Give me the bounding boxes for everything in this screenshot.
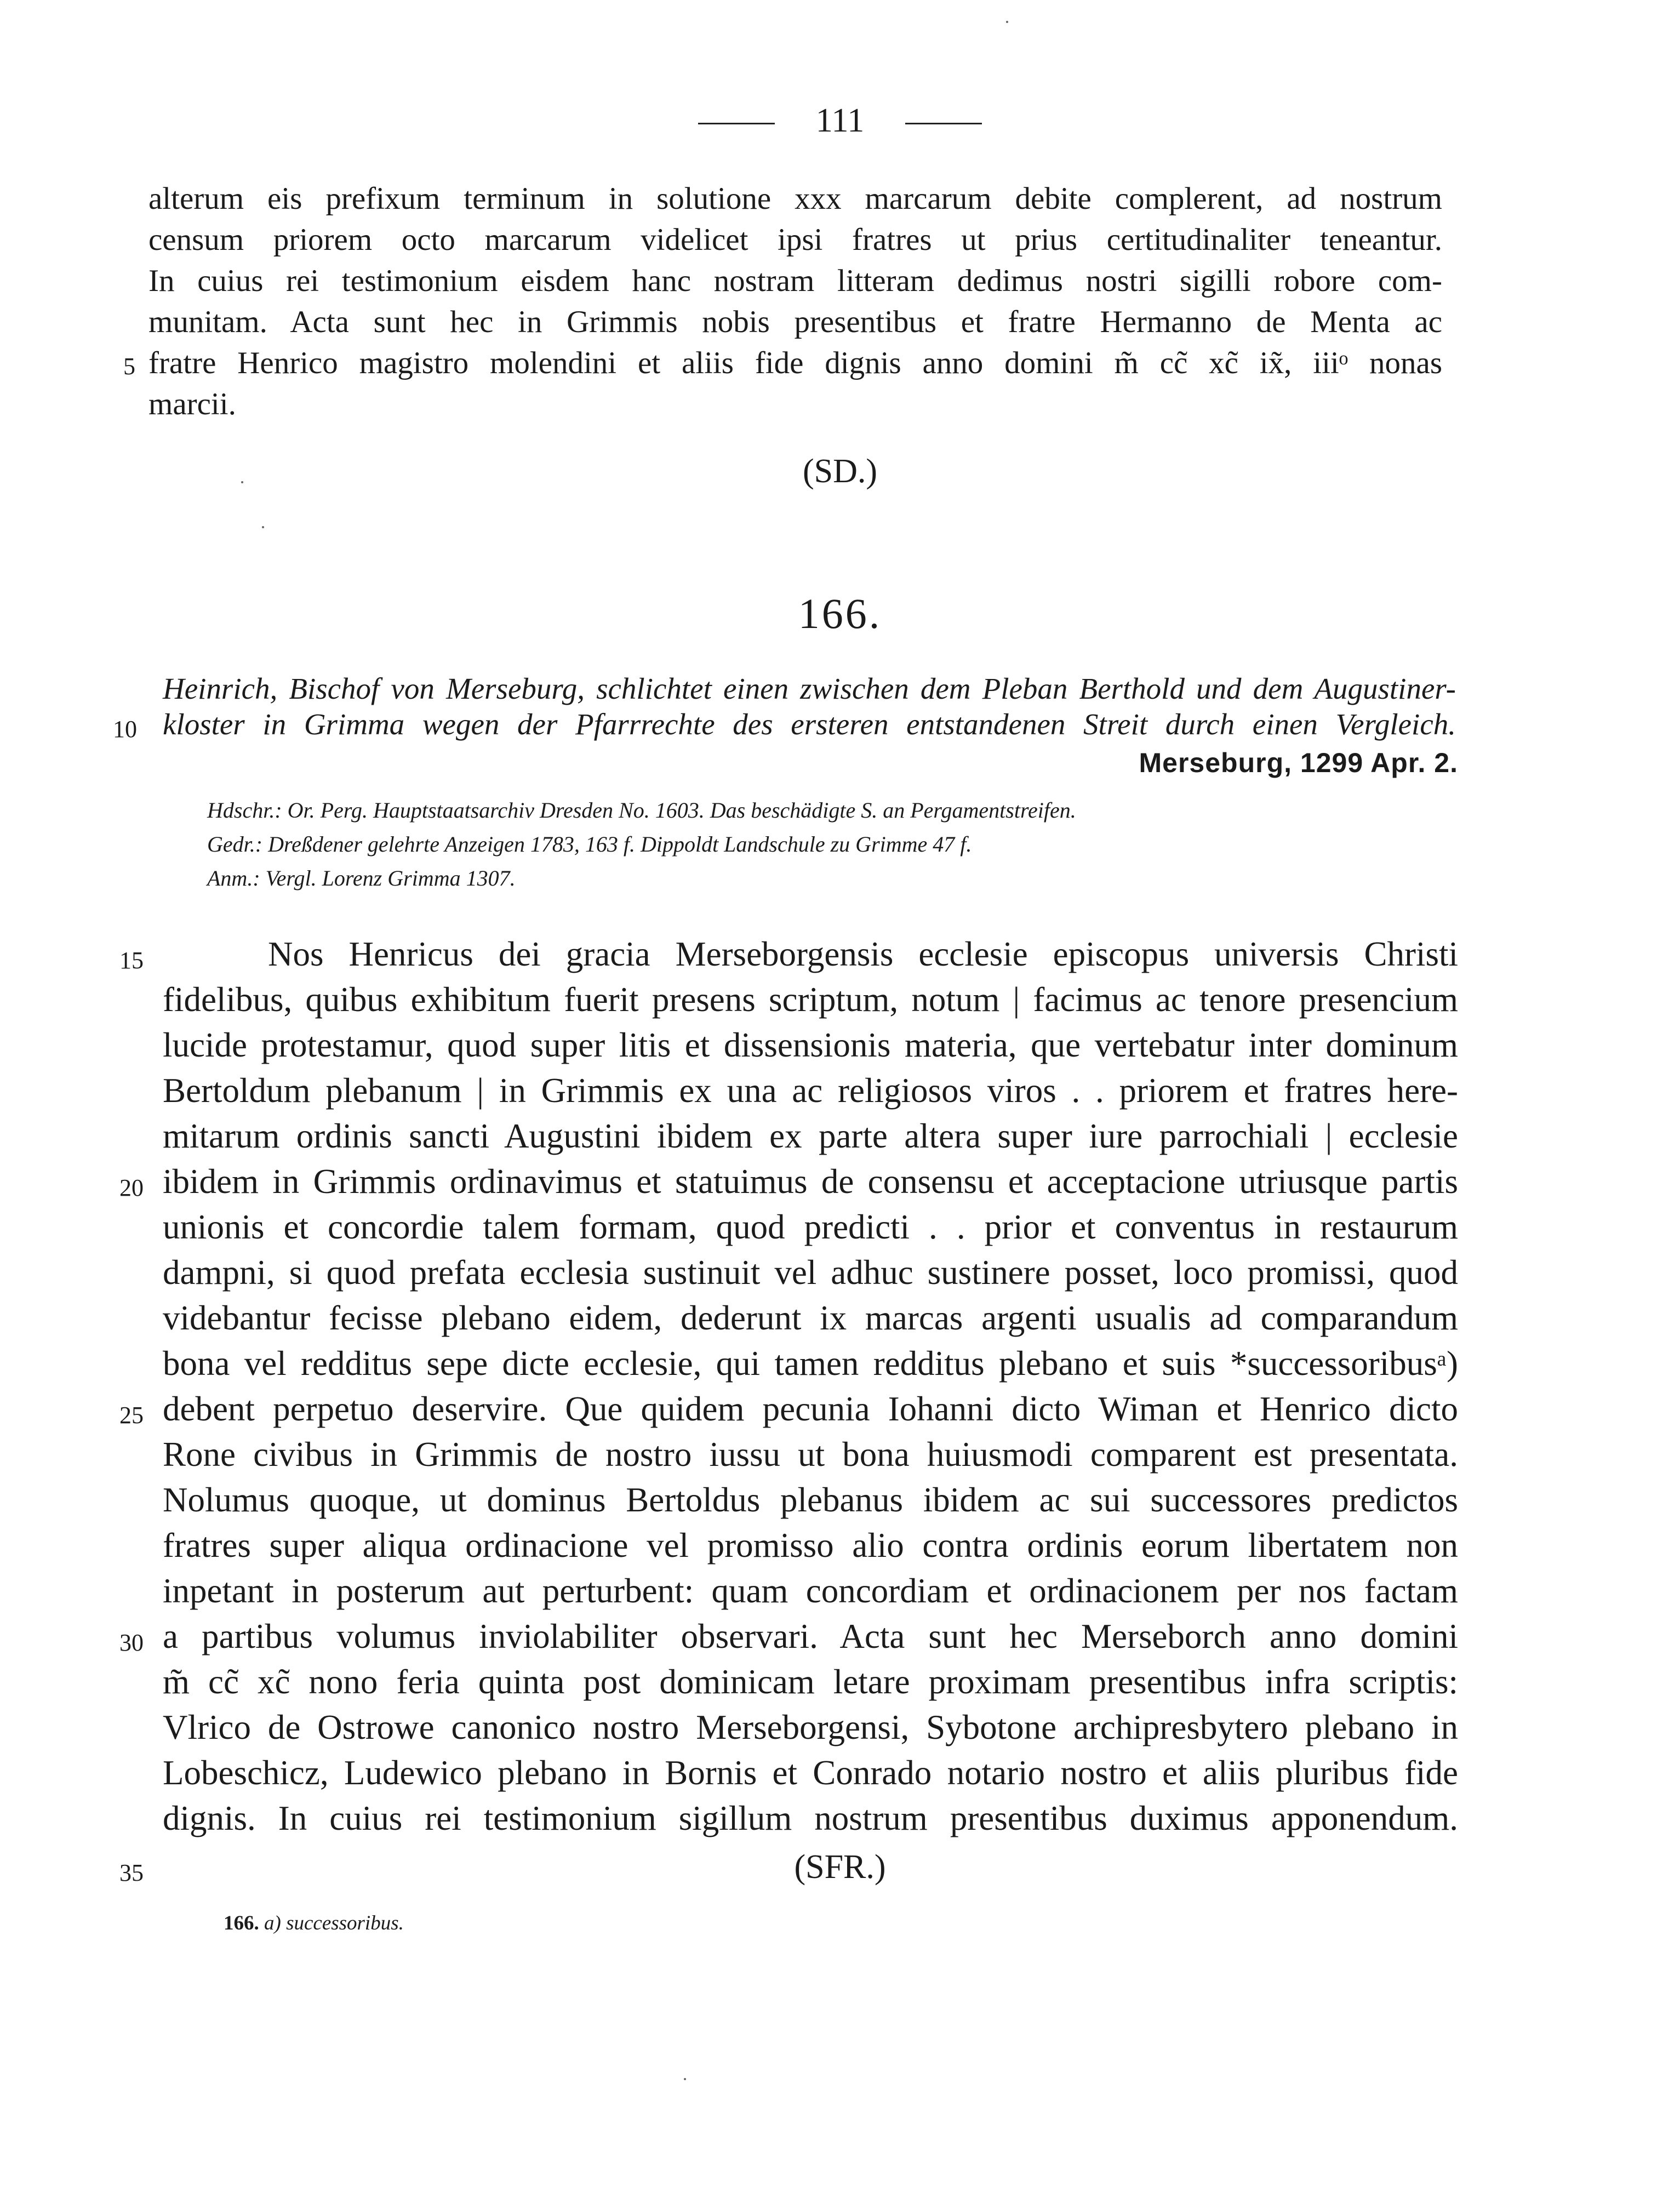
text-line: fidelibus, quibus exhibitum fuerit presens scriptum, notum | facimus ac tenore presencium xyxy=(163,980,1458,1019)
seal-note: (SFR.) xyxy=(794,1848,886,1886)
page-number: 111 xyxy=(815,102,865,139)
line-number: 10 xyxy=(113,716,137,743)
text-line: Vlrico de Ostrowe canonico nostro Merseborgensi, Sybotone archipresbytero plebano in xyxy=(163,1708,1458,1746)
print-speck xyxy=(262,526,264,528)
apparatus-printed: Gedr.: Dreßdener gelehrte Anzeigen 1783, 163 f. Dippoldt Landschule zu Grimme 47 f. xyxy=(207,832,972,857)
footnote-text: a) successoribus. xyxy=(264,1912,404,1934)
regest-line: kloster in Grimma wegen der Pfarrrechte des ersteren entstandenen Streit durch einen Vergleich. xyxy=(163,707,1456,741)
apparatus-note: Anm.: Vergl. Lorenz Grimma 1307. xyxy=(207,866,516,890)
line-number: 30 xyxy=(119,1629,144,1656)
text-line: bona vel redditus sepe dicte ecclesie, qui tamen redditus plebano et suis *successoribusᵃ) xyxy=(163,1344,1458,1383)
line-number: 35 xyxy=(119,1859,144,1886)
seal-note: (SD.) xyxy=(802,453,878,490)
text-line: dignis. In cuius rei testimonium sigillum nostrum presentibus duximus apponendum. xyxy=(163,1799,1458,1837)
print-speck xyxy=(684,2078,686,2080)
line-number: 20 xyxy=(119,1174,144,1201)
text-line: In cuius rei testimonium eisdem hanc nostram litteram dedimus nostri sigilli robore com- xyxy=(148,264,1442,298)
date-line: Merseburg, 1299 Apr. 2. xyxy=(1139,747,1458,778)
line-number: 25 xyxy=(119,1402,144,1429)
text-line: Rone civibus in Grimmis de nostro iussu ut bona huiusmodi comparent est presentata. xyxy=(163,1435,1458,1474)
text-line: m̃ cc̃ xc̃ nono feria quinta post dominicam letare proximam presentibus infra scriptis: xyxy=(163,1663,1458,1701)
document-number: 166. xyxy=(798,590,882,637)
text-line: debent perpetuo deservire. Que quidem pecunia Iohanni dicto Wiman et Henrico dicto xyxy=(163,1390,1458,1428)
line-number: 15 xyxy=(119,947,144,974)
text-line: censum priorem octo marcarum videlicet ipsi fratres ut prius certitudinaliter teneantur. xyxy=(148,222,1442,257)
text-line: dampni, si quod prefata ecclesia sustinuit vel adhuc sustinere posset, loco promissi, quod xyxy=(163,1253,1458,1292)
text-line: alterum eis prefixum terminum in solutione xxx marcarum debite complerent, ad nostrum xyxy=(148,181,1442,216)
text-line: mitarum ordinis sancti Augustini ibidem ex parte altera super iure parrochiali | ecclesie xyxy=(163,1117,1458,1155)
text-line: fratres super aliqua ordinacione vel promisso alio contra ordinis eorum libertatem non xyxy=(163,1526,1458,1565)
text-line: inpetant in posterum aut perturbent: quam concordiam et ordinacionem per nos factam xyxy=(163,1572,1458,1610)
text-line: fratre Henrico magistro molendini et aliis fide dignis anno domini m̃ cc̃ xc̃ ix̃, iiiᵒ nonas xyxy=(148,346,1442,380)
header-rule-right xyxy=(905,123,982,124)
text-line: Nolumus quoque, ut dominus Bertoldus plebanus ibidem ac sui successores predictos xyxy=(163,1481,1458,1519)
print-speck xyxy=(241,481,243,483)
text-line: Bertoldum plebanum | in Grimmis ex una ac religiosos viros . . priorem et fratres here- xyxy=(163,1071,1458,1110)
text-line: unionis et concordie talem formam, quod predicti . . prior et conventus in restaurum xyxy=(163,1208,1458,1246)
text-line: videbantur fecisse plebano eidem, dederunt ix marcas argenti usualis ad comparandum xyxy=(163,1299,1458,1337)
text-line: marcii. xyxy=(148,387,236,421)
text-line: lucide protestamur, quod super litis et dissensionis materia, que vertebatur inter dominum xyxy=(163,1026,1458,1064)
text-line: a partibus volumus inviolabiliter observari. Acta sunt hec Merseborch anno domini xyxy=(163,1617,1458,1655)
footnote xyxy=(224,1911,404,1935)
text-line: munitam. Acta sunt hec in Grimmis nobis presentibus et fratre Hermanno de Menta ac xyxy=(148,305,1442,339)
regest-line: Heinrich, Bischof von Merseburg, schlichtet einen zwischen dem Pleban Berthold und dem Augustiner- xyxy=(163,672,1456,705)
page-header xyxy=(0,99,1680,142)
text-line: Lobeschicz, Ludewico plebano in Bornis et Conrado notario nostro et aliis pluribus fide xyxy=(163,1754,1458,1792)
text-line: ibidem in Grimmis ordinavimus et statuimus de consensu et acceptacione utriusque partis xyxy=(163,1162,1458,1201)
print-speck xyxy=(1006,21,1008,23)
header-rule-left xyxy=(698,123,775,124)
footnote-ref: 166. xyxy=(224,1912,259,1934)
apparatus-manuscript: Hdschr.: Or. Perg. Hauptstaatsarchiv Dresden No. 1603. Das beschädigte S. an Pergamentstreifen. xyxy=(207,798,1076,823)
line-number: 5 xyxy=(123,353,135,380)
text-line: Nos Henricus dei gracia Merseborgensis ecclesie episcopus universis Christi xyxy=(268,935,1458,973)
